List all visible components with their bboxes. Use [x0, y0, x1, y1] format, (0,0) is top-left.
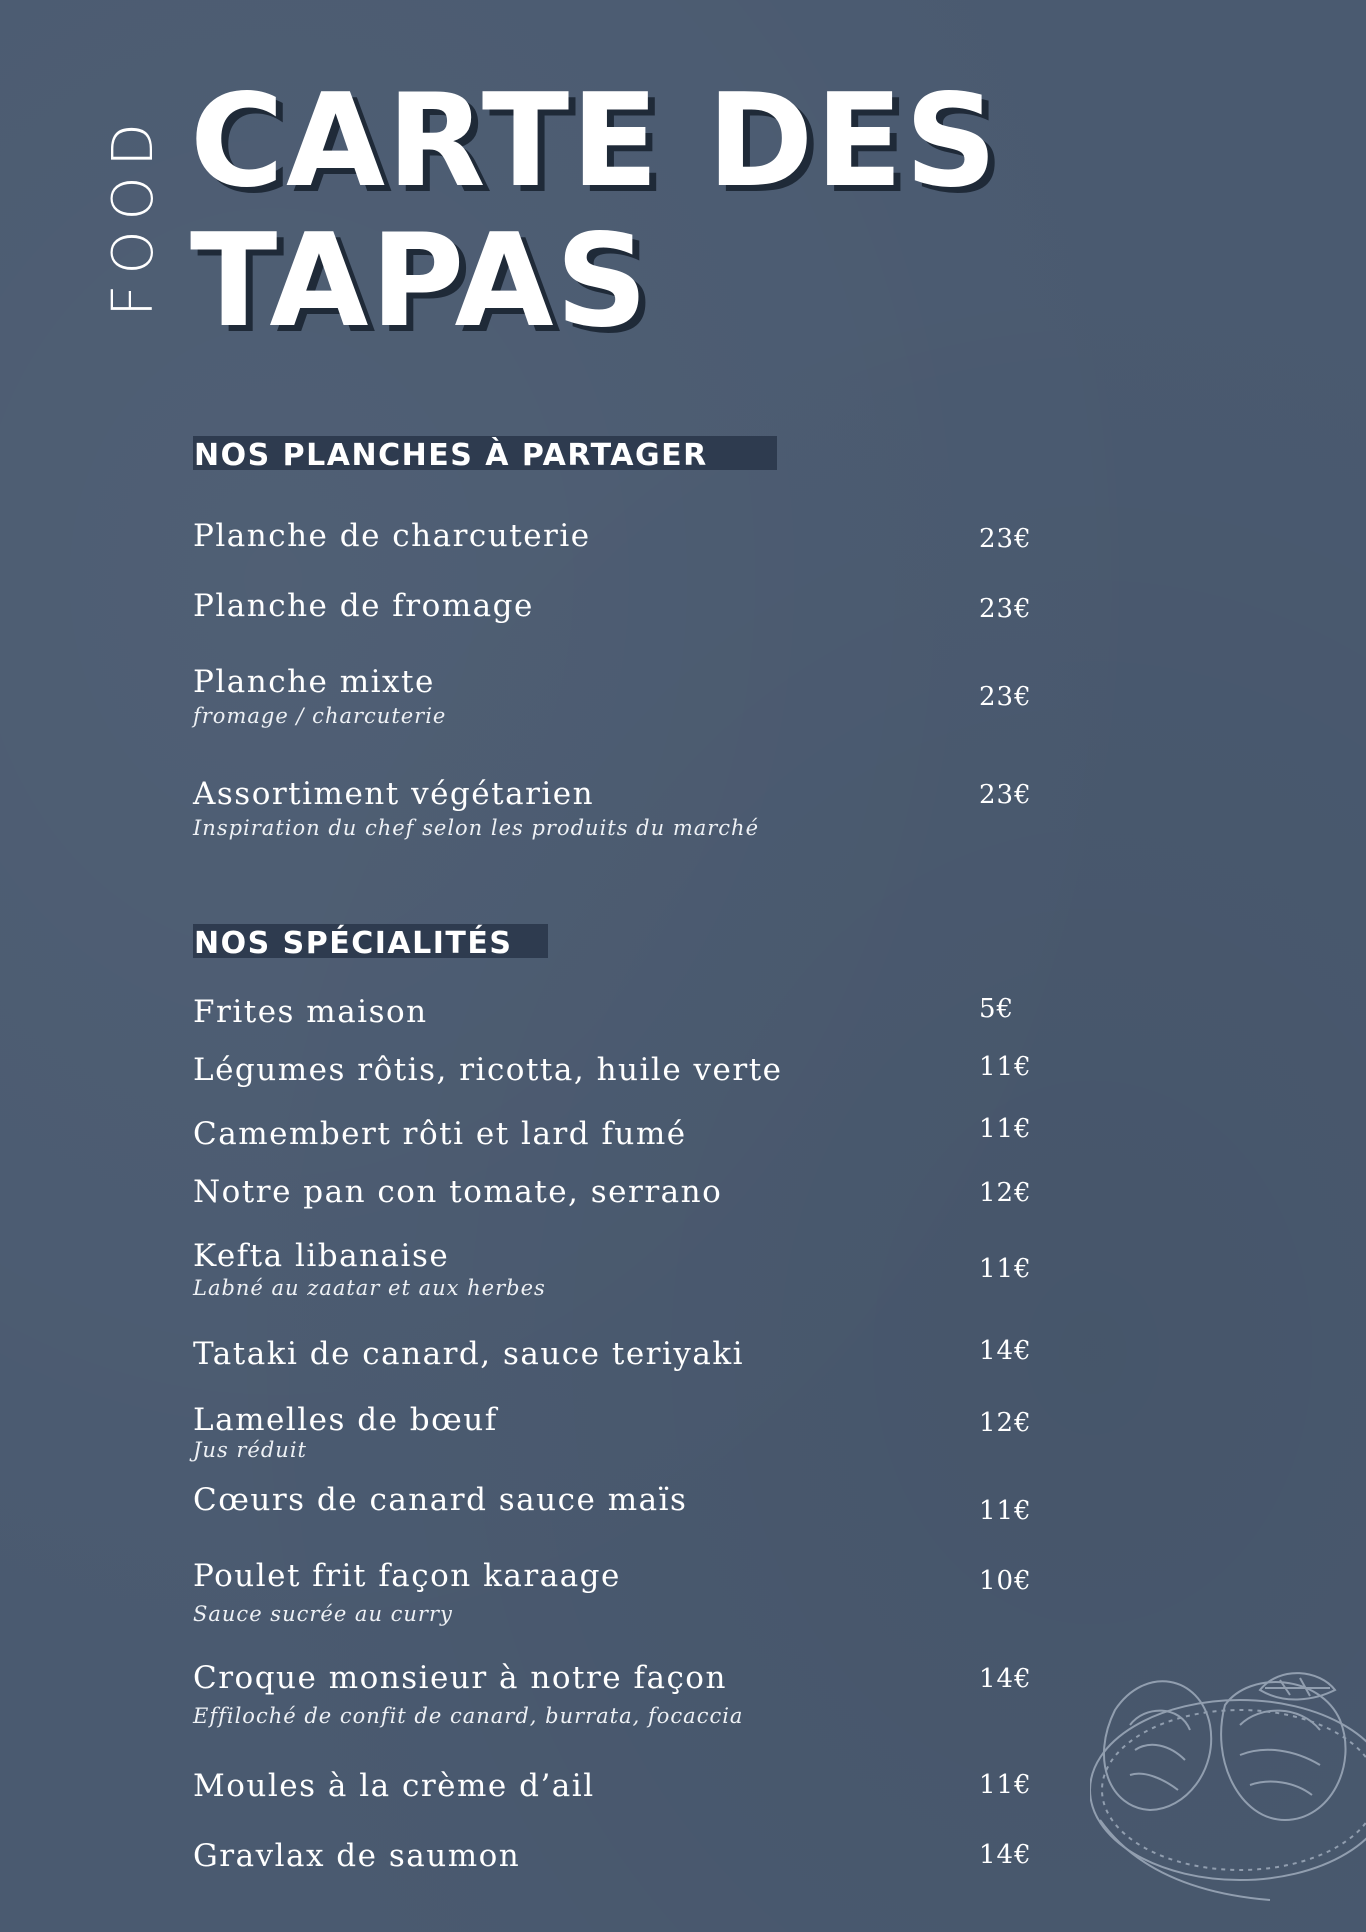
- menu-title: [190, 67, 999, 356]
- menu-item-price: 11€: [979, 1254, 1032, 1284]
- menu-item-price: 10€: [979, 1566, 1032, 1596]
- menu-item-name: Poulet frit façon karaage: [193, 1558, 621, 1594]
- menu-item-name: Frites maison: [193, 994, 428, 1030]
- menu-item-price: 23€: [979, 594, 1032, 624]
- menu-item-name: Planche de fromage: [193, 588, 534, 624]
- menu-item-description: Inspiration du chef selon les produits du marché: [193, 816, 760, 840]
- menu-item-name: Assortiment végétarien: [193, 776, 595, 812]
- menu-item-description: fromage / charcuterie: [193, 704, 447, 728]
- menu-item-price: 23€: [979, 682, 1032, 712]
- menu-item-name: Croque monsieur à notre façon: [193, 1660, 727, 1696]
- tapas-dish-sketch-icon: [1090, 1670, 1366, 1932]
- menu-item-price: 11€: [979, 1770, 1032, 1800]
- menu-item-price: 12€: [979, 1178, 1032, 1208]
- menu-item-name: Cœurs de canard sauce maïs: [193, 1482, 688, 1518]
- section-heading-text: NOS PLANCHES À PARTAGER: [194, 438, 708, 473]
- menu-item-name: Moules à la crème d’ail: [193, 1768, 595, 1804]
- food-vertical-label: [101, 112, 166, 317]
- section-heading-text: NOS SPÉCIALITÉS: [194, 926, 513, 961]
- food-label-text: FOOD: [101, 112, 166, 317]
- menu-title-line-1: CARTE DES: [190, 67, 999, 216]
- menu-item-price: 14€: [979, 1664, 1032, 1694]
- menu-item-name: Lamelles de bœuf: [193, 1402, 498, 1438]
- menu-item-price: 11€: [979, 1052, 1032, 1082]
- menu-item-description: Sauce sucrée au curry: [193, 1602, 453, 1626]
- menu-item-price: 11€: [979, 1496, 1032, 1526]
- menu-item-price: 23€: [979, 780, 1032, 810]
- menu-item-name: Gravlax de saumon: [193, 1838, 521, 1874]
- menu-item-description: Labné au zaatar et aux herbes: [193, 1276, 546, 1300]
- menu-item-name: Planche de charcuterie: [193, 518, 591, 554]
- menu-item-price: 14€: [979, 1840, 1032, 1870]
- menu-item-name: Tataki de canard, sauce teriyaki: [193, 1336, 745, 1372]
- menu-item-price: 11€: [979, 1114, 1032, 1144]
- menu-item-price: 14€: [979, 1336, 1032, 1366]
- menu-title-line-2: TAPAS: [190, 207, 650, 356]
- menu-item-price: 5€: [979, 994, 1015, 1024]
- menu-item-description: Effiloché de confit de canard, burrata, focaccia: [193, 1704, 744, 1728]
- menu-item-name: Notre pan con tomate, serrano: [193, 1174, 723, 1210]
- menu-item-name: Kefta libanaise: [193, 1238, 450, 1274]
- menu-item-description: Jus réduit: [193, 1438, 307, 1462]
- menu-item-name: Légumes rôtis, ricotta, huile verte: [193, 1052, 783, 1088]
- menu-item-name: Planche mixte: [193, 664, 435, 700]
- menu-item-price: 23€: [979, 524, 1032, 554]
- menu-item-price: 12€: [979, 1408, 1032, 1438]
- menu-item-name: Camembert rôti et lard fumé: [193, 1116, 687, 1152]
